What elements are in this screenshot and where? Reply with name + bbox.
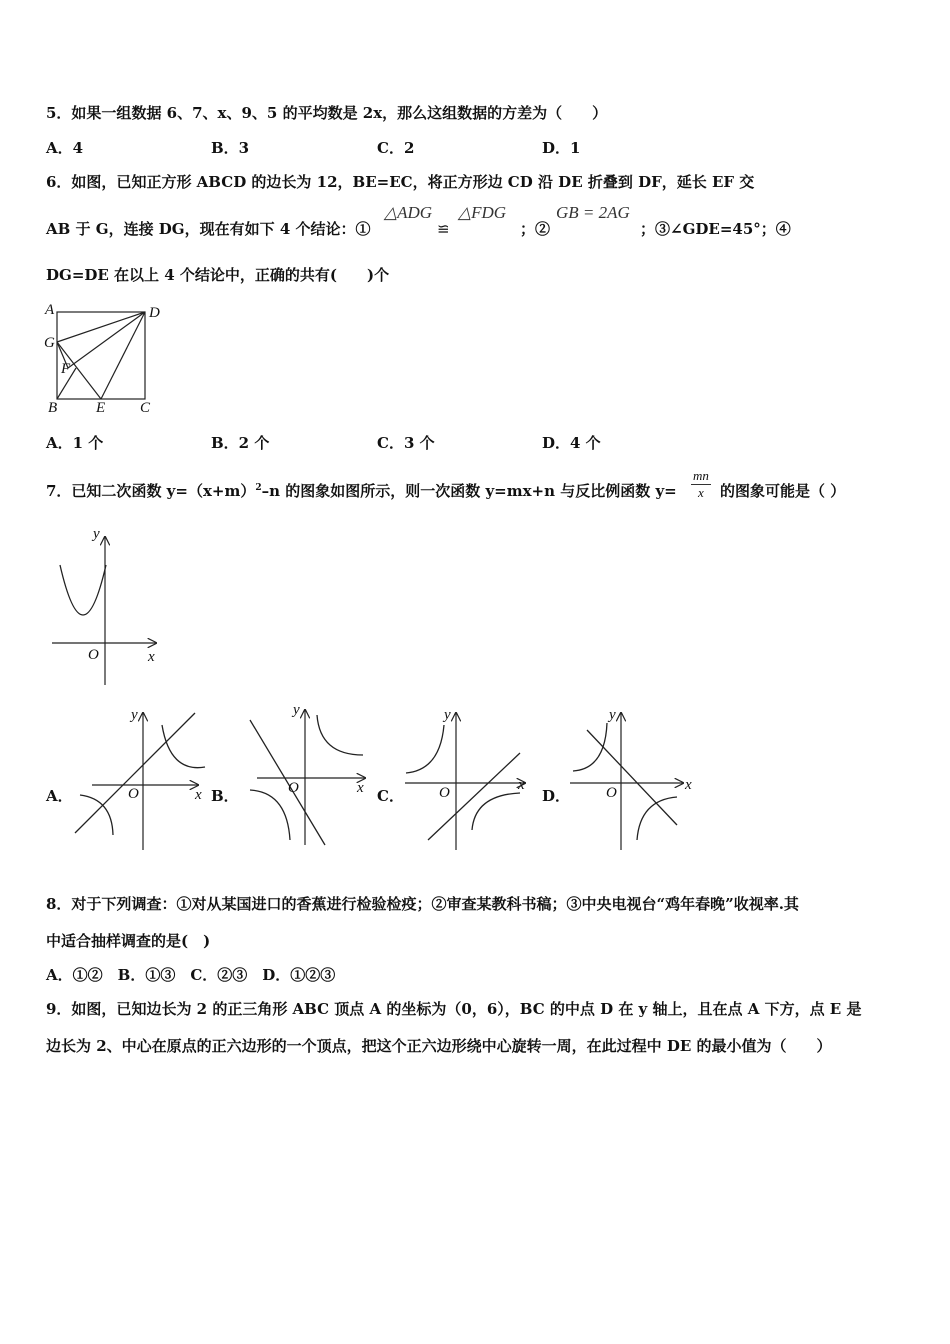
segment-df (68, 312, 145, 368)
q6-triangle-fdg: △FDG (458, 203, 507, 222)
q7-graph-d[interactable] (565, 705, 705, 855)
q7-graph-c[interactable] (400, 705, 540, 855)
q7-stem-b: –n 的图象如图所示，则一次函数 y=mx+n 与反比例函数 y= (261, 482, 677, 500)
q6-square-figure (40, 300, 170, 420)
origin-label: O (606, 785, 617, 801)
y-label: y (609, 707, 616, 723)
q6-equation-gb-2ag: GB = 2AG (556, 203, 630, 222)
x-label: x (195, 787, 202, 803)
label-f: F (61, 361, 71, 377)
y-label: y (444, 707, 451, 723)
q7-stem-c: 的图象可能是（ ） (720, 482, 846, 500)
q5-option-b[interactable]: B．3 (211, 139, 250, 157)
q6-option-b[interactable]: B．2 个 (211, 434, 270, 452)
y-label: y (293, 702, 300, 718)
q5-option-c[interactable]: C．2 (377, 139, 415, 157)
q8-line2: 中适合抽样调查的是( ) (46, 932, 211, 950)
q7-option-c[interactable]: C． (377, 787, 404, 805)
q6-sep1: ；② (520, 220, 551, 238)
q7-parabola-graph (50, 525, 170, 690)
hyperbola-upper (573, 723, 607, 771)
label-b: B (48, 400, 58, 416)
hyperbola-upper (162, 725, 205, 768)
q7-superscript: 2 (255, 483, 262, 493)
q5-option-d[interactable]: D．1 (542, 139, 581, 157)
hyperbola-upper (406, 725, 444, 773)
parabola-curve (60, 565, 106, 615)
q5-stem: 5．如果一组数据 6、7、x、9、5 的平均数是 2x，那么这组数据的方差为（ ） (46, 104, 608, 122)
label-g: G (44, 335, 55, 351)
origin-label: O (88, 647, 99, 663)
label-a: A (45, 302, 55, 318)
q6-line3: DG=DE 在以上 4 个结论中，正确的共有( )个 (46, 266, 390, 284)
linear-line (75, 713, 195, 833)
label-d: D (149, 305, 160, 321)
q9-line2: 边长为 2、中心在原点的正六边形的一个顶点，把这个正六边形绕中心旋转一周，在此过程中 DE 的最小值为（ ） (46, 1037, 832, 1055)
q7-option-b[interactable]: B． (211, 787, 239, 805)
square-abcd (57, 312, 145, 399)
y-label: y (131, 707, 138, 723)
x-label: x (148, 649, 155, 665)
y-label: y (93, 526, 100, 542)
linear-line (587, 730, 677, 825)
hyperbola-lower (250, 790, 290, 840)
q8-line1: 8．对于下列调查：①对从某国进口的香蕉进行检验检疫；②审查某教科书稿；③中央电视台“鸡年春晚”收视率.其 (46, 895, 799, 913)
q6-triangle-adg: △ADG (384, 203, 433, 222)
origin-label: O (288, 780, 299, 796)
origin-label: O (128, 786, 139, 802)
q6-option-a[interactable]: A．1 个 (46, 434, 104, 452)
label-c: C (140, 400, 151, 416)
q7-stem (46, 480, 677, 501)
hyperbola-upper (317, 715, 363, 755)
q9-line1: 9．如图，已知边长为 2 的正三角形 ABC 顶点 A 的坐标为（0，6），BC 的中点 D 在 y 轴上，且在点 A 下方，点 E 是 (46, 1000, 862, 1018)
q8-options[interactable]: A．①② B．①③ C．②③ D．①②③ (46, 966, 336, 984)
q7-fraction (691, 468, 711, 501)
origin-label: O (439, 785, 450, 801)
q7-graph-a[interactable] (70, 705, 210, 855)
hyperbola-lower (80, 795, 113, 835)
q6-sep2: ；③∠GDE=45°；④ (640, 220, 791, 238)
q7-option-d[interactable]: D． (542, 787, 571, 805)
x-label: x (357, 780, 364, 796)
q7-stem-a: 7．已知二次函数 y=（x+m） (46, 482, 256, 500)
q7-frac-denominator: x (698, 485, 704, 500)
q6-congruent-symbol: ≌ (437, 220, 450, 238)
q7-option-a[interactable]: A． (46, 787, 73, 805)
q6-line1: 6．如图，已知正方形 ABCD 的边长为 12，BE=EC，将正方形边 CD 沿 DE 折叠到 DF，延长 EF 交 (46, 173, 755, 191)
q6-option-c[interactable]: C．3 个 (377, 434, 435, 452)
label-e: E (96, 400, 106, 416)
q7-graph-b[interactable] (235, 700, 375, 850)
q7-frac-numerator: mn (693, 468, 709, 483)
q6-option-d[interactable]: D．4 个 (542, 434, 601, 452)
x-label: x (685, 777, 692, 793)
q5-option-a[interactable]: A．4 (46, 139, 84, 157)
hyperbola-lower (472, 793, 520, 830)
x-label: x (518, 777, 525, 793)
q6-line2-a: AB 于 G，连接 DG，现在有如下 4 个结论：① (46, 220, 371, 238)
